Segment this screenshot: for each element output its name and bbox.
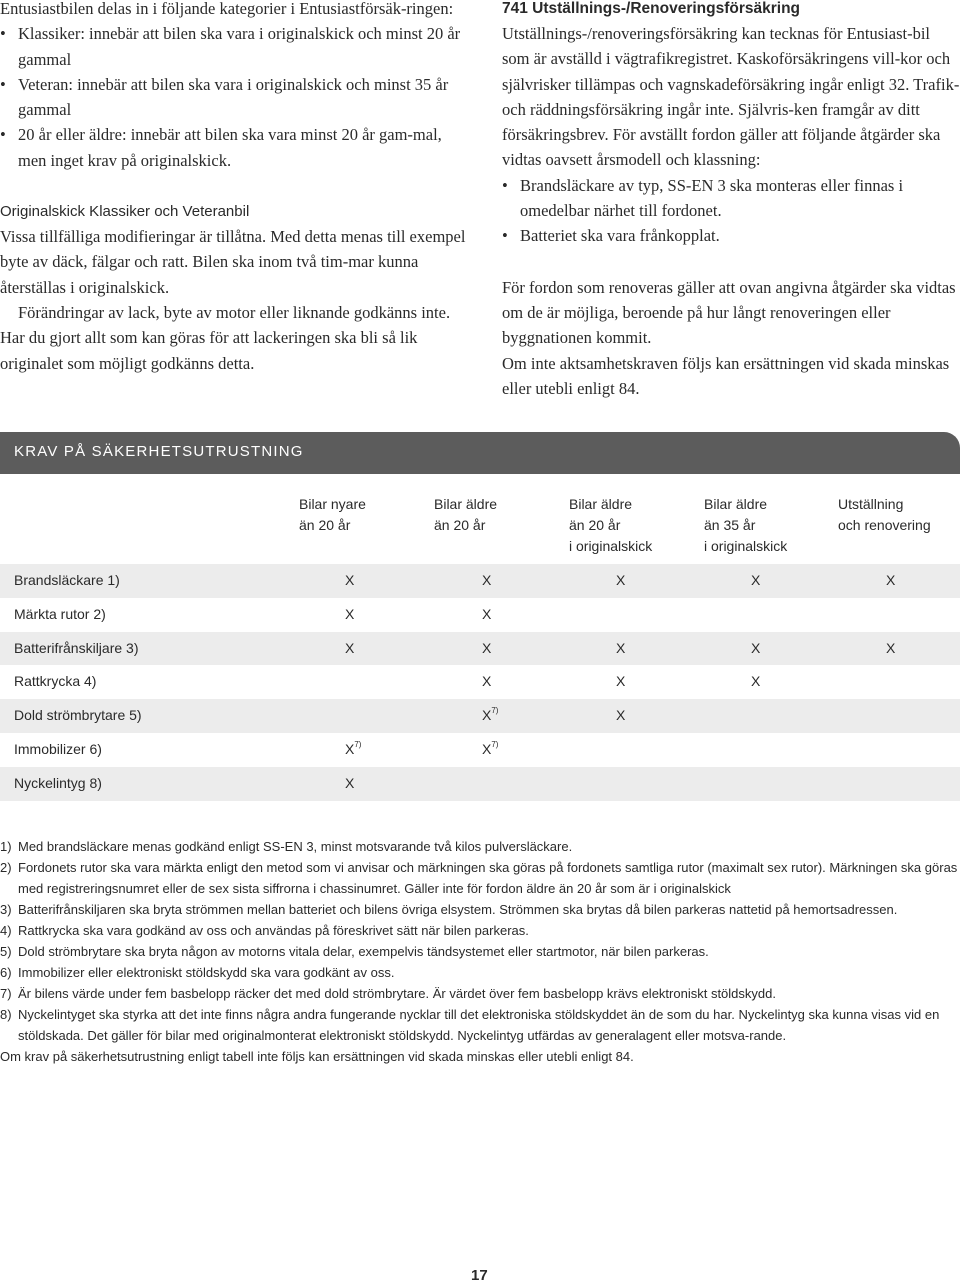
requirements-table xyxy=(0,492,960,801)
table-row xyxy=(0,699,960,733)
section-heading: 741 Utställnings-/Renoveringsförsäkring xyxy=(502,0,801,17)
table-header xyxy=(0,492,960,564)
originalskick-heading: Originalskick Klassiker och Veteranbil xyxy=(0,203,250,221)
table-cell: X xyxy=(482,572,492,588)
table-row xyxy=(0,598,960,632)
row-label: Nyckelintyg 8) xyxy=(14,774,102,791)
paragraph: För fordon som renoveras gäller att ovan angivna åtgärder ska vidtas om de är möjliga, beroende på hur långt renoveringen eller byggnationen kommit. xyxy=(502,277,956,348)
footnote-number: 8) xyxy=(0,1007,12,1022)
footnote-text: Dold strömbrytare ska bryta någon av motorns vitala delar, exempelvis tändsystemet eller startmotor, när bilen parkeras. xyxy=(18,944,709,959)
footnote-text: Batterifrånskiljaren ska bryta strömmen mellan batteriet och bilens övriga elsystem. Strömmen ska brytas då bilen parkeras nattetid på hemortsadressen. xyxy=(18,902,898,917)
table-cell: $X^{7)}$ xyxy=(345,739,362,757)
table-cell: X xyxy=(345,572,355,588)
row-label: Brandsläckare 1) xyxy=(14,572,120,588)
table-row xyxy=(0,632,960,666)
table-cell: X xyxy=(751,639,761,656)
table-cell: X xyxy=(616,639,626,656)
footnote xyxy=(0,983,960,1004)
measures-list xyxy=(502,173,960,249)
table-cell: X xyxy=(751,572,761,588)
table-body xyxy=(0,564,960,801)
footnote-number: 4) xyxy=(0,923,12,938)
footnote xyxy=(0,941,960,962)
list-item: • 20 år eller äldre: innebär att bilen ska vara minst 20 år gam-mal, men inget krav på originalskick. xyxy=(0,122,470,173)
column-header: Bilar äldre än 35 år i originalskick xyxy=(704,496,788,554)
table-row xyxy=(0,767,960,801)
column-header: Bilar nyare än 20 år xyxy=(299,496,366,533)
footnote-number: 5) xyxy=(0,944,12,959)
section-banner xyxy=(0,432,960,474)
paragraph: Förändringar av lack, byte av motor eller liknande godkänns inte. Har du gjort allt som kan göras för att lackeringen ska bli så lik originalet som möjligt godkänns detta. xyxy=(0,302,451,373)
paragraph: Utställnings-/renoveringsförsäkring kan tecknas för Entusiast-bil som är avställd i vägtrafikregistret. Kaskoförsäkringens vill-kor och självrisker tillämpas och vagnskadeförsäkring ingår enligt 32. Trafik- och räddningsförsäkring ingår inte. Självris-ken framgår av ditt försäkringsbrev. För avställt fordon gäller att följande åtgärder ska vidtas oavsett årsmodell och klassning: xyxy=(502,24,960,170)
footnote xyxy=(0,962,960,983)
footnote-ref: 7) xyxy=(491,739,499,749)
list-item: • Klassiker: innebär att bilen ska vara i originalskick och minst 20 år gammal xyxy=(0,21,470,72)
column-header: Utställning och renovering xyxy=(838,496,931,533)
table-cell: X xyxy=(616,707,626,724)
table-row xyxy=(0,733,960,767)
footnote-text: Med brandsläckare menas godkänd enligt SS-EN 3, minst motsvarande två kilos pulversläckare. xyxy=(18,839,573,854)
table-cell: X xyxy=(345,774,355,791)
footnote-ref: 7) xyxy=(491,706,499,716)
footnote-number: 6) xyxy=(0,965,12,980)
footnote xyxy=(0,857,960,899)
table-cell: X xyxy=(482,673,492,690)
right-column xyxy=(502,0,960,401)
category-list xyxy=(0,21,470,173)
table-cell: X xyxy=(886,572,896,588)
table-cell: X xyxy=(616,572,626,588)
banner-title: KRAV PÅ SÄKERHETSUTRUSTNING xyxy=(14,443,304,460)
table-cell: X xyxy=(886,639,896,656)
footnote-number: 2) xyxy=(0,860,12,875)
footnotes xyxy=(0,836,960,1067)
footnote-text: Är bilens värde under fem basbelopp räcker det med dold strömbrytare. Är värdet över fem basbelopp krävs elektroniskt stöldskydd. xyxy=(18,986,776,1001)
row-label: Immobilizer 6) xyxy=(14,740,102,757)
table-cell: $X^{7)}$ xyxy=(482,706,499,724)
row-label: Märkta rutor 2) xyxy=(14,605,106,622)
list-item: • Batteriet ska vara frånkopplat. xyxy=(502,223,960,248)
footnote-text: Nyckelintyget ska styrka att det inte finns några andra fungerande nycklar till det elektroniska stöldskyddet än de som du har. Nyckelintyg ska kunna visas vid en stöldskada. Det gäller för bilar med originalmonterat elektroniskt stöldskydd. Nyckelintyg utfärdas av generalagent eller motsva-rande. xyxy=(18,1007,940,1043)
footnote xyxy=(0,836,960,857)
table-cell: $X^{7)}$ xyxy=(482,739,499,757)
column-header: Bilar äldre än 20 år xyxy=(434,496,498,533)
footnote-number: 3) xyxy=(0,902,12,917)
footnote-number: 7) xyxy=(0,986,12,1001)
page-number: 17 xyxy=(471,1267,488,1284)
footnote xyxy=(0,920,960,941)
list-item: • Brandsläckare av typ, SS-EN 3 ska monteras eller finnas i omedelbar närhet till fordonet. xyxy=(502,173,960,224)
footnote-text: Immobilizer eller elektroniskt stöldskydd ska vara godkänt av oss. xyxy=(18,965,395,980)
table-row xyxy=(0,564,960,598)
closing-text: Om krav på säkerhetsutrustning enligt tabell inte följs kan ersättningen vid skada minskas eller utebli enligt 84. xyxy=(0,1049,634,1064)
intro-text: Entusiastbilen delas in i följande kategorier i Entusiastförsäk-ringen: xyxy=(0,0,454,18)
row-label: Dold strömbrytare 5) xyxy=(14,707,142,724)
column-header: Bilar äldre än 20 år i originalskick xyxy=(569,496,653,554)
footnote xyxy=(0,899,960,920)
table-cell: X xyxy=(345,639,355,656)
table-cell: X xyxy=(482,605,492,622)
list-item: • Veteran: innebär att bilen ska vara i originalskick och minst 35 år gammal xyxy=(0,72,470,123)
row-label: Rattkrycka 4) xyxy=(14,673,97,690)
left-column xyxy=(0,0,470,376)
footnote-number: 1) xyxy=(0,839,12,854)
table-cell: X xyxy=(616,673,626,690)
paragraph: Om inte aktsamhetskraven följs kan ersättningen vid skada minskas eller utebli enligt 84. xyxy=(502,353,950,398)
paragraph: Vissa tillfälliga modifieringar är tillåtna. Med detta menas till exempel byte av däck, fälgar och ratt. Bilen ska inom två tim-mar kunna återställas i originalskick. xyxy=(0,227,466,297)
footnote-text: Rattkrycka ska vara godkänd av oss och användas på föreskrivet sätt när bilen parkeras. xyxy=(18,923,529,938)
row-label: Batterifrånskiljare 3) xyxy=(14,639,139,656)
footnote-text: Fordonets rutor ska vara märkta enligt den metod som vi anvisar och märkningen ska göras på fordonets samtliga rutor (maximalt sex rutor). Märkningen ska göras med registreringsnumret eller de sex sista siffrorna i chassinumret. Gäller inte för fordon äldre än 20 år som är i originalskick xyxy=(18,860,958,896)
table-cell: X xyxy=(751,673,761,690)
table-row xyxy=(0,665,960,699)
table-cell: X xyxy=(345,605,355,622)
footnote-ref: 7) xyxy=(354,739,362,749)
footnote xyxy=(0,1004,960,1046)
table-cell: X xyxy=(482,639,492,656)
